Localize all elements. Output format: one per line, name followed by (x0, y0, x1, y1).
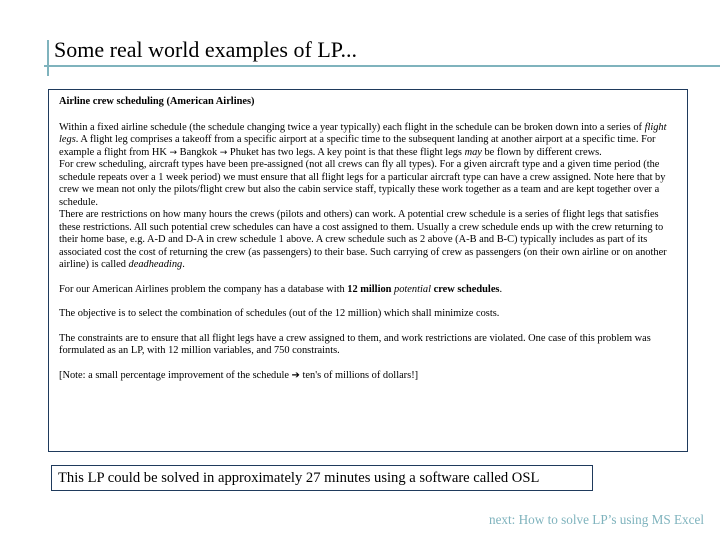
paragraph-crew-scheduling: For crew scheduling, aircraft types have been pre-assigned (not all crews can fly all types). For a given aircraft type and a given time period (the schedule repeats over a 1 week period) we must ensure that all flight legs for a particular aircraft type can have a crew assigned. Note here that by crew we mean not only the pilots/flight crew but also the cabin service staff, typically these work together as a team and are kept together over a schedule. (59, 159, 666, 208)
p1-text-d: Phuket has two legs. A key point is that these flight legs (227, 146, 465, 158)
osl-callout: This LP could be solved in approximately 27 minutes using a software called OSL (51, 465, 593, 491)
p1-text-c: Bangkok (177, 146, 220, 158)
title-accent-bar (47, 40, 49, 76)
next-slide-link[interactable]: next: How to solve LP’s using MS Excel (488, 512, 704, 527)
title-underline (44, 65, 720, 67)
paragraph-database (59, 284, 677, 297)
arrow-right-icon: → (169, 147, 178, 158)
paragraph-flight-legs (59, 122, 677, 160)
p1-text-b: . A flight leg comprises a takeoff from a specific airport at a specific time to the subsequent landing at another airport at a specific time. For example a flight from HK (59, 134, 656, 158)
p4-text-a: For our American Airlines problem the company has a database with (59, 283, 348, 295)
paragraph-objective: The objective is to select the combination of schedules (out of the 12 million) which shall minimize costs. (59, 308, 500, 319)
paragraph-restrictions (59, 209, 677, 272)
box-heading: Airline crew scheduling (American Airlines) (59, 96, 255, 107)
may-term: may (464, 146, 482, 158)
twelve-million-bold: 12 million (347, 283, 395, 295)
p4-text-b: . (499, 283, 503, 295)
airline-example-textbox (48, 89, 688, 452)
potential-italic: potential (394, 283, 431, 295)
p3-text-b: . (182, 259, 185, 270)
arrow-head-icon: ➔ (291, 369, 300, 381)
flight-legs-term: flight legs (59, 121, 667, 145)
arrow-right-icon: → (219, 147, 228, 158)
paragraph-constraints: The constraints are to ensure that all flight legs have a crew assigned to them, and work restrictions are violated. One case of this problem was formulated as an LP, with 12 million variables, and 750 constraints. (59, 332, 651, 356)
crew-schedules-bold: crew schedules (430, 283, 500, 295)
p7-text-a: [Note: a small percentage improvement of the schedule (59, 369, 292, 381)
p1-text-a: Within a fixed airline schedule (the schedule changing twice a year typically) each flight in the schedule can be broken down into a series of (59, 121, 645, 133)
p3-text-a: There are restrictions on how many hours the crews (pilots and others) can work. A potential crew schedule is a series of flight legs that satisfies these restrictions. All such potential crew schedules can have a cost assigned to them. Usually a crew schedule ends up with the crew returning to their home base, e.g. A-D and D-A in crew schedule 1 above. A crew schedule such as 2 above (A-B and B-C) typically includes as part of its associated cost the cost of returning the crew (as passengers) to their base. Such carrying of crew as passengers (on their own airline or on another airline) is called (59, 209, 667, 270)
slide-title: Some real world examples of LP... (54, 37, 358, 62)
p1-text-e: be flown by different crews. (481, 146, 602, 158)
p7-text-b: ten's of millions of dollars!] (299, 369, 419, 381)
paragraph-note (59, 370, 677, 383)
deadheading-term: deadheading (128, 259, 183, 270)
